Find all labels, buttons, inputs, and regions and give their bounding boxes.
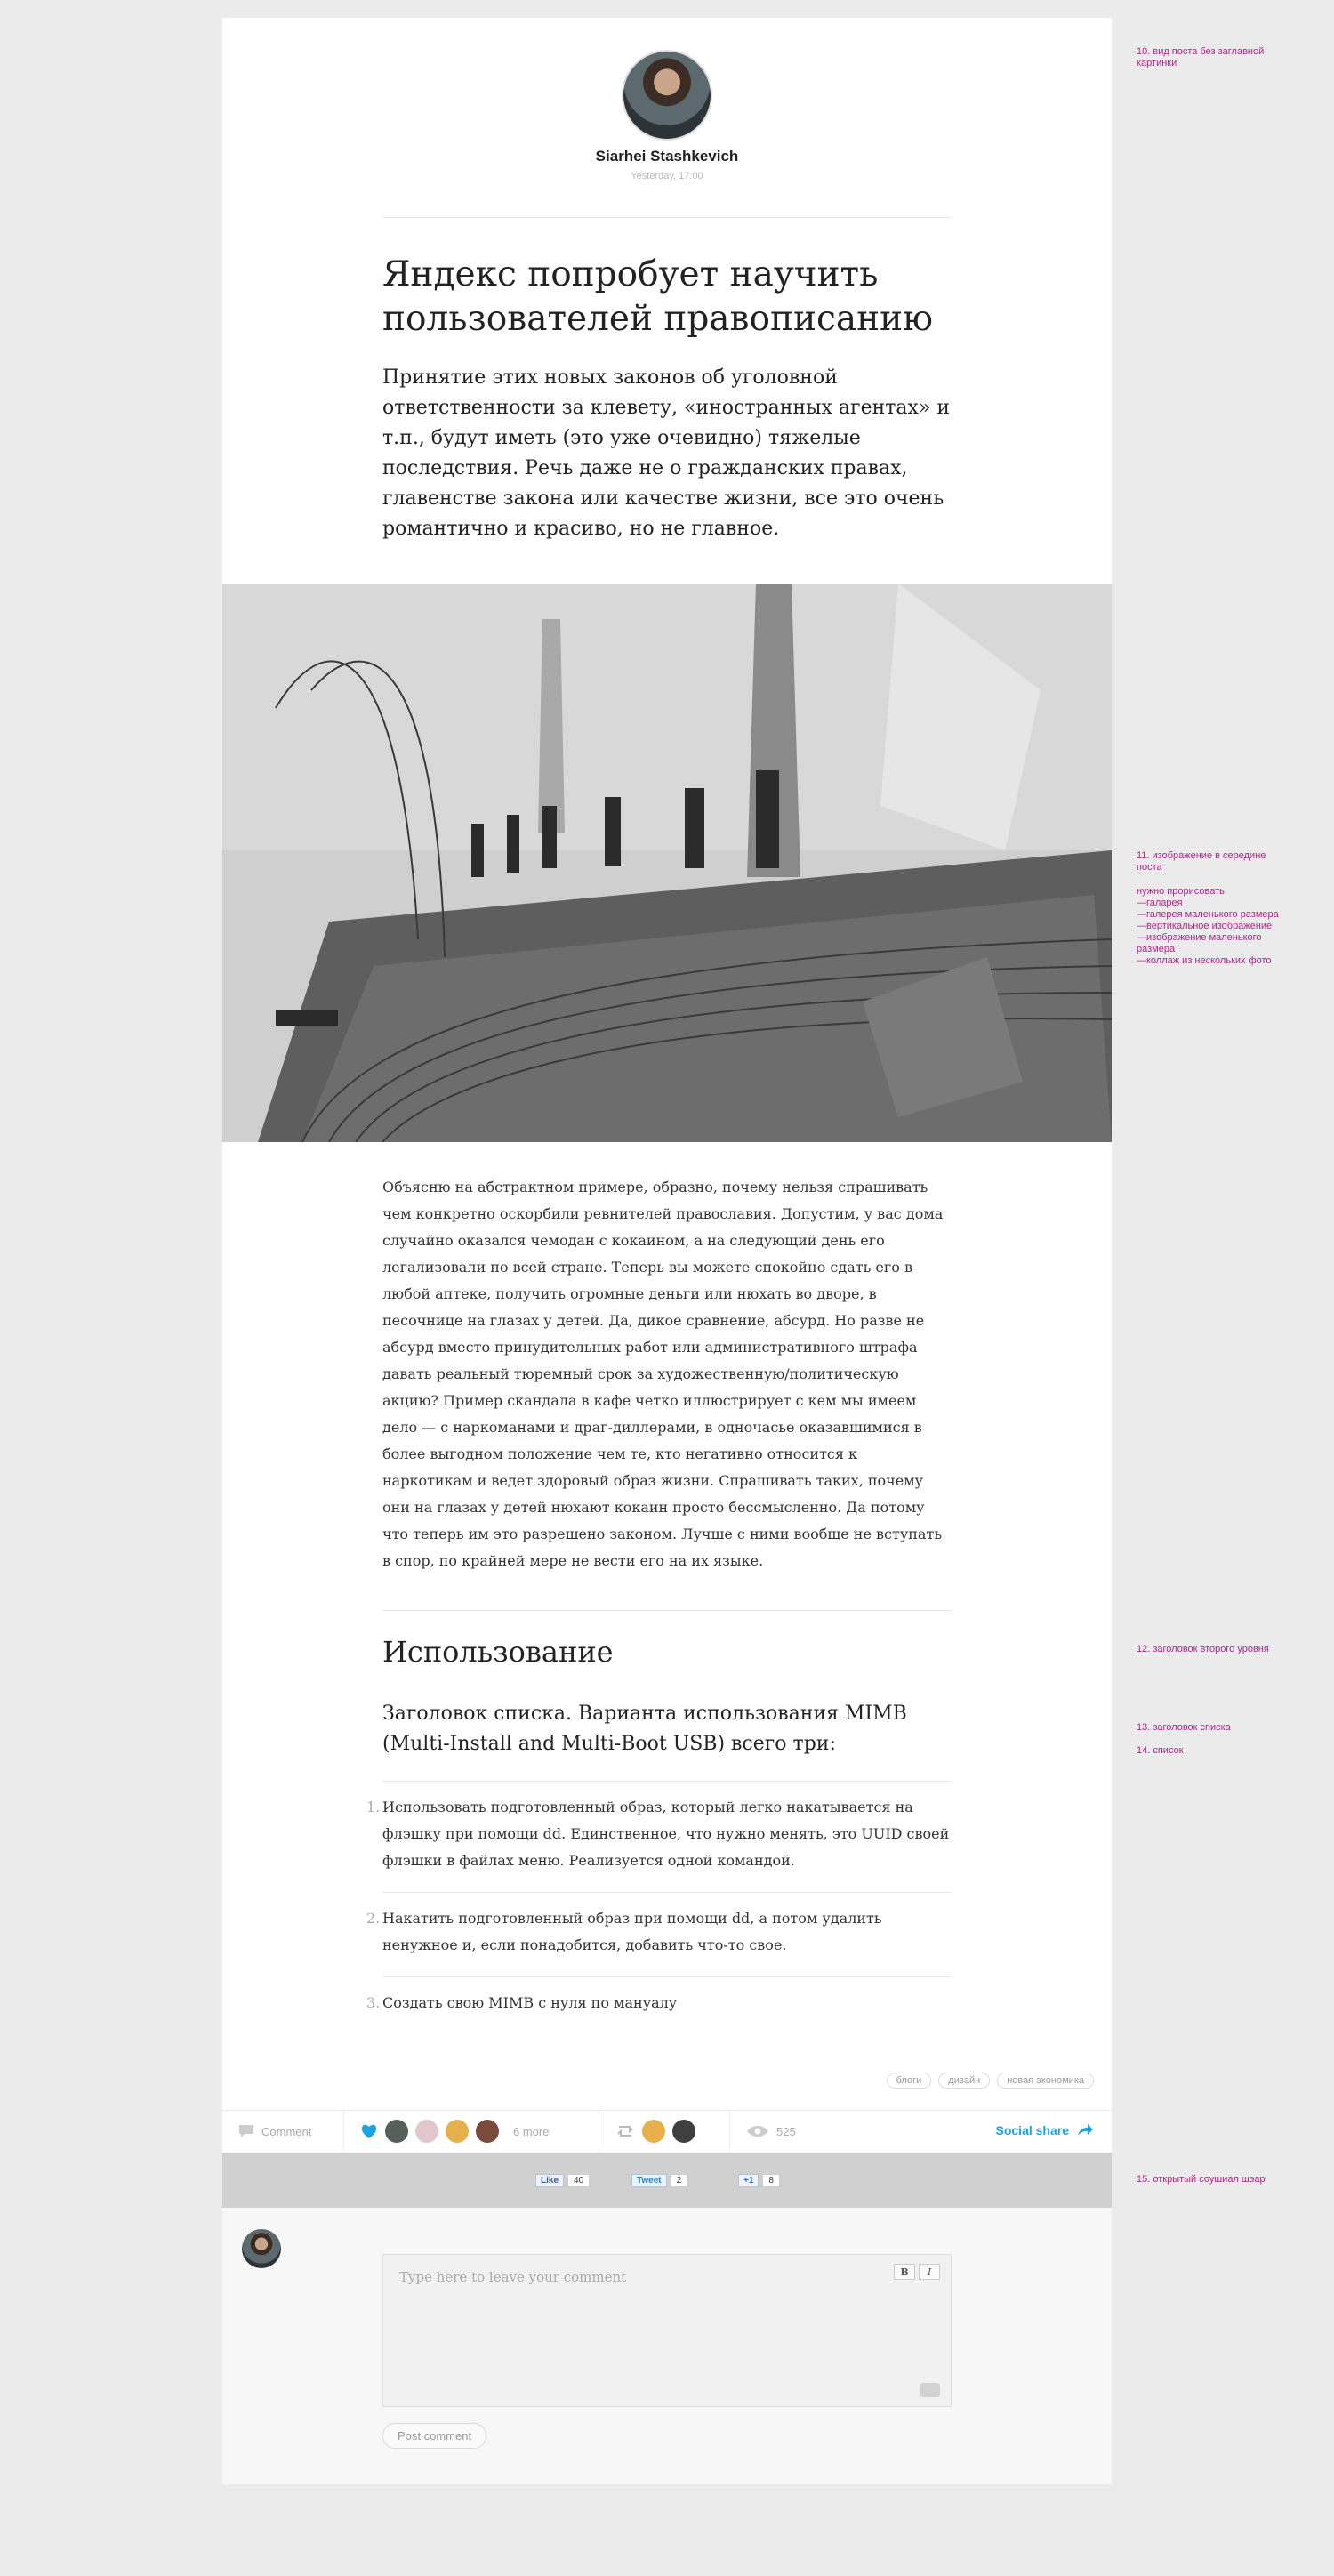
facebook-like-count: 40 <box>567 2174 590 2187</box>
list-item-text: Накатить подготовленный образ при помощи dd, а потом удалить ненужное и, если понадобится, добавить что-то свое. <box>382 1910 882 1953</box>
social-share-label: Social share <box>995 2123 1069 2137</box>
divider <box>382 217 952 218</box>
list-item-text: Создать свою MIMB с нуля по мануалу <box>382 1994 678 2011</box>
tag[interactable]: новая экономика <box>997 2073 1094 2089</box>
annotation-note: нужно прорисовать —галарея —галерея маленького размера —вертикальное изображение —изображение маленького размера —коллаж из нескольких фото <box>1137 886 1279 966</box>
comment-label: Comment <box>261 2124 312 2138</box>
author-avatar[interactable] <box>623 52 711 139</box>
comment-icon <box>238 2124 254 2138</box>
list-item-text: Использовать подготовленный образ, который легко накатывается на флэшку при помощи dd. Единственное, что нужно менять, это UUID своей флэшки в файлах меню. Реализуется одной командой. <box>382 1799 950 1869</box>
annotation-note: 12. заголовок второго уровня <box>1137 1644 1269 1654</box>
social-share-button[interactable] <box>996 2123 1095 2137</box>
author-name[interactable]: Siarhei Stashkevich <box>595 148 739 165</box>
post-lead: Принятие этих новых законов об уголовной ответственности за клевету, «иностранных агентах» и т.п., будут иметь (это уже очевидно) тяжелые последствия. Речь даже не о гражданских правах, главенстве закона или качестве жизни, все это очень романтично и красиво, но не главное. <box>382 366 951 540</box>
post-title: Яндекс попробует научить пользователей правописанию <box>382 254 934 339</box>
reposts-action[interactable] <box>599 2111 730 2152</box>
reposter-avatar[interactable] <box>672 2120 695 2143</box>
liker-avatar[interactable] <box>446 2120 469 2143</box>
comment-placeholder: Type here to leave your comment <box>399 2269 627 2285</box>
annotation-note: 10. вид поста без заглавной картинки <box>1137 46 1265 68</box>
list-item <box>366 1892 952 1976</box>
google-plus-widget[interactable] <box>738 2174 780 2187</box>
share-arrow-icon <box>1076 2123 1094 2137</box>
social-share-bar <box>222 2153 1112 2208</box>
list-number: 3. <box>366 1994 381 2011</box>
repost-icon[interactable] <box>615 2124 635 2138</box>
google-plus-count: 8 <box>762 2174 780 2187</box>
comment-section <box>222 2208 1112 2484</box>
annotation-note: 14. список <box>1137 1745 1184 1756</box>
list-heading: Заголовок списка. Варианта использования MIMB (Multi-Install and Multi-Boot USB) всего три: <box>382 1703 907 1755</box>
liker-avatar[interactable] <box>415 2120 438 2143</box>
list-number: 1. <box>366 1799 381 1815</box>
divider <box>382 1610 952 1611</box>
camera-icon[interactable] <box>920 2383 940 2397</box>
tag-list <box>887 2073 1094 2089</box>
views-counter <box>730 2111 812 2152</box>
section-heading: Использование <box>382 1635 614 1669</box>
post-card <box>222 18 1112 2484</box>
likes-action[interactable] <box>344 2111 599 2152</box>
facebook-like-widget[interactable] <box>535 2174 590 2187</box>
bold-button[interactable]: B <box>894 2264 915 2280</box>
google-plus-button[interactable]: +1 <box>738 2174 759 2187</box>
list-item <box>366 1976 952 2029</box>
tag[interactable]: блоги <box>887 2073 932 2089</box>
comment-input[interactable] <box>382 2254 952 2407</box>
list-number: 2. <box>366 1910 381 1927</box>
post-body: Объясню на абстрактном примере, образно, почему нельзя спрашивать чем конкретно оскорбили ревнителей православия. Допустим, у вас дома случайно оказался чемодан с кокаином, а на следующий день его легализовали по всей стране. Теперь вы можете спокойно сдать его в любой аптеке, получить огромные деньги или нюхать во дворе, в песочнице на глазах у детей. Да, дикое сравнение, абсурд. Но разве не абсурд вместо принудительных работ или административного штрафа давать реальный тюремный срок за художественную/политическую акцию? Пример скандала в кафе четко иллюстрирует с кем мы имеем дело — с наркоманами и драг-диллерами, в одночасье оказавшимися в более выгодном положение чем те, кто негативно относится к наркотикам и ведет здоровый образ жизни. Спрашивать таких, почему они на глазах у детей нюхают кокаин просто бессмысленно. Да потому что теперь им это разрешено законом. Лучше с ними вообще не вступать в спор, по крайней мере не вести его на их языке. <box>382 1179 944 1569</box>
more-likes-link[interactable]: 6 more <box>513 2124 550 2138</box>
ordered-list <box>366 1781 952 2029</box>
italic-button[interactable]: I <box>919 2264 940 2280</box>
annotation-note: 13. заголовок списка <box>1137 1722 1231 1733</box>
list-item <box>366 1781 952 1892</box>
tweet-button[interactable]: Tweet <box>631 2174 667 2187</box>
format-toolbar <box>894 2264 940 2280</box>
tweet-count: 2 <box>671 2174 688 2187</box>
facebook-like-button[interactable]: Like <box>535 2174 564 2187</box>
heart-icon[interactable] <box>360 2123 378 2139</box>
annotation-note: 11. изображение в середине поста <box>1137 850 1266 873</box>
comment-action[interactable] <box>222 2111 344 2152</box>
action-bar <box>222 2110 1112 2152</box>
annotation-note: 15. открытый соушиал шэар <box>1137 2174 1266 2185</box>
liker-avatar[interactable] <box>385 2120 408 2143</box>
eye-icon <box>746 2125 769 2137</box>
tweet-widget[interactable] <box>631 2174 687 2187</box>
post-time: Yesterday, 17:00 <box>631 171 703 181</box>
views-count: 525 <box>776 2124 796 2138</box>
tag[interactable]: дизайн <box>938 2073 990 2089</box>
current-user-avatar[interactable] <box>242 2229 281 2268</box>
liker-avatar[interactable] <box>476 2120 499 2143</box>
post-comment-button[interactable]: Post comment <box>382 2423 486 2449</box>
reposter-avatar[interactable] <box>642 2120 665 2143</box>
post-image <box>222 584 1112 1142</box>
